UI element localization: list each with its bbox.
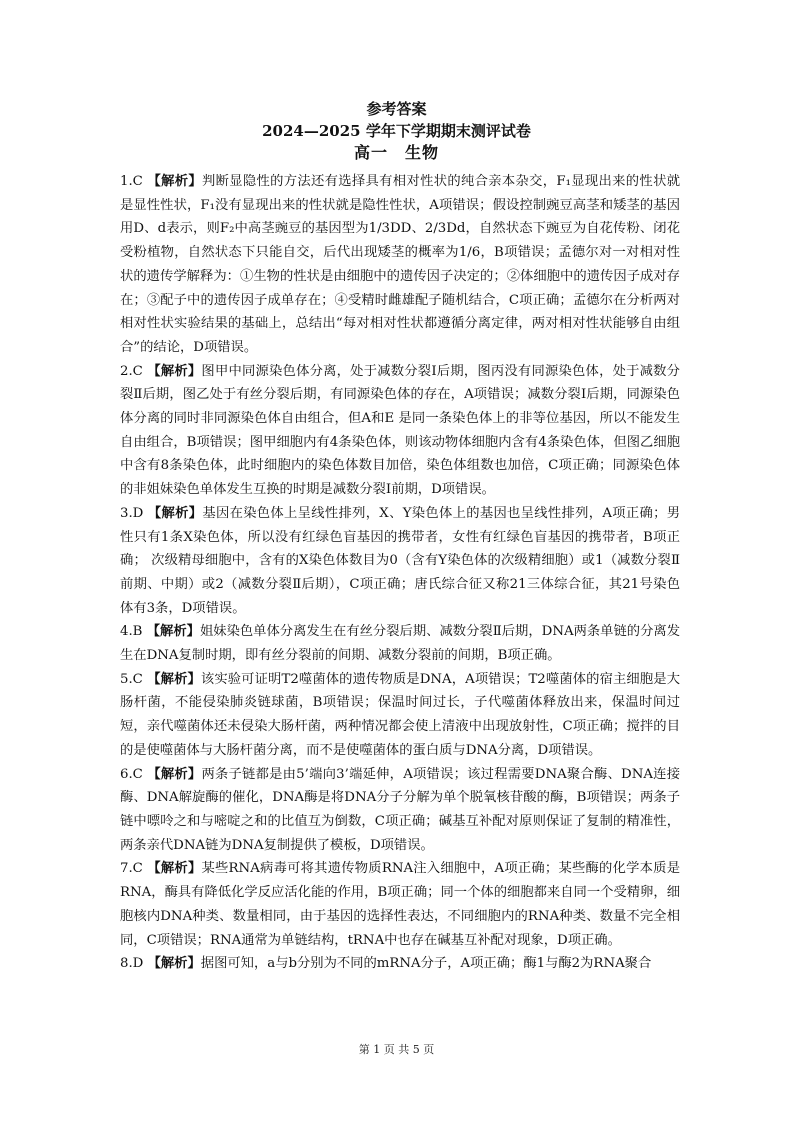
answer-number: 8.D	[120, 956, 144, 972]
analysis-label: 【解析】	[147, 956, 201, 972]
exam-title: 2024—2025 学年下学期期末测评试卷	[262, 122, 531, 140]
answer-text: 姐妹染色单体分离发生在有丝分裂后期、减数分裂Ⅱ后期，DNA两条单链的分离发生在DNA复制时期，即有丝分裂前的间期、减数分裂前的间期，B项正确。	[120, 624, 681, 664]
analysis-label: 【解析】	[147, 671, 201, 687]
answer-number: 7.C	[120, 861, 143, 877]
answer-number: 3.D	[120, 505, 144, 521]
answer-text: 基因在染色体上呈线性排列，X、Y染色体上的基因也呈线性排列，A项正确；男性只有1条X染色体，所以没有红绿色盲基因的携带者，女性有红绿色盲基因的携带者，B项正确； 次级精母细胞中，含有的X染色体数目为0（含有Y染色体的次级精细胞）或1（减数分裂Ⅱ前期、中期）或2（减数分裂Ⅱ后期），C项正确；唐氏综合征又称21三体综合征，其21号染色体有3条，D项错误。	[120, 505, 680, 616]
answer-text: 两条子链都是由5’端向3’端延伸，A项错误；该过程需要DNA聚合酶、DNA连接酶、DNA解旋酶的催化，DNA酶是将DNA分子分解为单个脱氧核苷酸的酶，B项错误；两条子链中嘌呤之和与嘧啶之和的比值互为倒数，C项正确；碱基互补配对原则保证了复制的精准性，两条亲代DNA链为DNA复制提供了模板，D项错误。	[120, 766, 680, 853]
answer-item	[120, 170, 680, 360]
answer-item	[120, 360, 680, 502]
analysis-label: 【解析】	[147, 861, 202, 877]
answer-item	[120, 763, 680, 858]
answer-item	[120, 668, 680, 763]
answer-text: 据图可知，a与b分别为不同的mRNA分子，A项正确；酶1与酶2为RNA聚合	[200, 956, 652, 972]
analysis-label: 【解析】	[147, 174, 202, 189]
answer-text: 判断显隐性的方法还有选择具有相对性状的纯合亲本杂交，F₁显现出来的性状就是显性性状，F₁没有显现出来的性状就是隐性性状，A项错误；假设控制豌豆高茎和矮茎的基因用D、d表示，则F₂中高茎豌豆的基因型为1/3DD、2/3Dd，自然状态下豌豆为自花传粉、闭花受粉植物，自然状态下只能自交，后代出现矮茎的概率为1/6，B项错误；孟德尔对一对相对性状的遗传学解释为：①生物的性状是由细胞中的遗传因子决定的；②体细胞中的遗传因子成对存在；③配子中的遗传因子成单存在；④受精时雌雄配子随机结合，C项正确；孟德尔在分析两对相对性状实验结果的基础上，总结出“每对相对性状都遵循分离定律，两对相对性状能够自由组合”的结论，D项错误。	[120, 174, 680, 355]
answer-text: 某些RNA病毒可将其遗传物质RNA注入细胞中，A项正确；某些酶的化学本质是RNA，酶具有降低化学反应活化能的作用，B项正确；同一个体的细胞都来自同一个受精卵，细胞核内DNA种类、数量相同，由于基因的选择性表达，不同细胞内的RNA种类、数量不完全相同，C项错误；RNA通常为单链结构，tRNA中也存在碱基互补配对现象，D项正确。	[120, 861, 681, 948]
answer-item	[120, 620, 680, 667]
answer-number: 6.C	[120, 766, 143, 782]
answer-item	[120, 857, 680, 952]
answer-text: 该实验可证明T2噬菌体的遗传物质是DNA，A项错误；T2噬菌体的宿主细胞是大肠杆菌，不能侵染肺炎链球菌，B项错误；保温时间过长，子代噬菌体释放出来，保温时间过短，亲代噬菌体还未侵染大肠杆菌，两种情况都会使上清液中出现放射性，C项正确；搅拌的目的是使噬菌体与大肠杆菌分离，而不是使噬菌体的蛋白质与DNA分离，D项错误。	[120, 671, 680, 758]
analysis-label: 【解析】	[146, 624, 200, 640]
answers-body	[120, 170, 680, 976]
analysis-label: 【解析】	[147, 363, 202, 379]
answer-header	[0, 98, 793, 164]
analysis-label: 【解析】	[147, 505, 203, 521]
page-number: 第 1 页 共 5 页	[358, 1043, 435, 1056]
grade-subject: 高一 生物	[353, 143, 439, 162]
answer-item	[120, 502, 680, 621]
page-footer	[0, 1043, 793, 1057]
answer-number: 2.C	[120, 363, 143, 379]
answer-number: 4.B	[120, 624, 143, 640]
answer-item	[120, 952, 680, 976]
answer-number: 5.C	[120, 671, 143, 687]
answer-number: 1.C	[120, 174, 143, 189]
answer-text: 图甲中同源染色体分离，处于减数分裂Ⅰ后期，图丙没有同源染色体，处于减数分裂Ⅱ后期，图乙处于有丝分裂后期，有同源染色体的存在，A项错误；减数分裂Ⅰ后期，同源染色体分离的同时非同源染色体自由组合，但A和E 是同一条染色体上的非等位基因，所以不能发生自由组合，B项错误；图甲细胞内有4条染色体，则该动物体细胞内含有4条染色体，但图乙细胞中含有8条染色体，此时细胞内的染色体数目加倍，染色体组数也加倍，C项正确；同源染色体的非姐妹染色单体发生互换的时期是减数分裂Ⅰ前期，D项错误。	[120, 363, 680, 498]
analysis-label: 【解析】	[147, 766, 202, 782]
page-title: 参考答案	[366, 100, 427, 118]
